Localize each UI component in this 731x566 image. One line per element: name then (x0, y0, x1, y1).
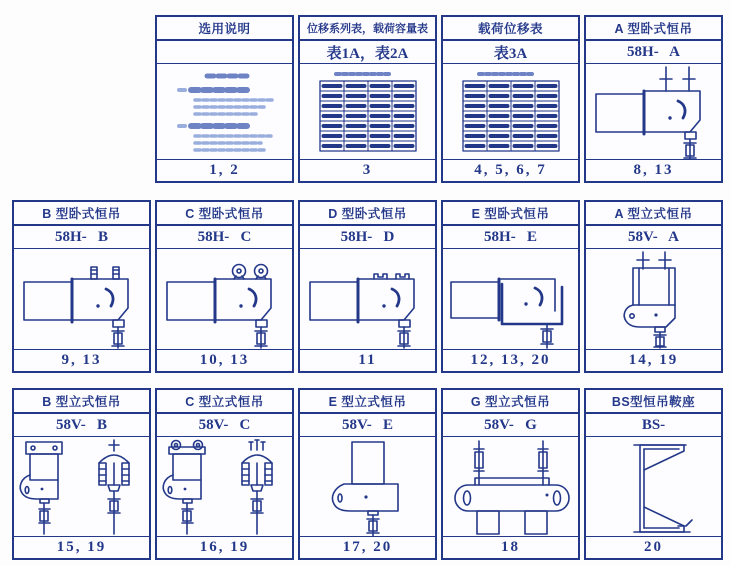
card-hanger-58h-e (441, 200, 580, 373)
card-title: E 型立式恒吊 (300, 390, 435, 414)
card-pages: 11 (300, 349, 435, 371)
card-code: BS- (586, 414, 721, 437)
card-graphic (300, 64, 435, 159)
selection-notes-graphic (157, 64, 292, 159)
card-graphic (586, 64, 721, 159)
card-title: G 型立式恒吊 (443, 390, 578, 414)
card-code: 58H- C (157, 226, 292, 249)
card-hanger-58v-c (155, 388, 294, 560)
card-title: BS型恒吊鞍座 (586, 390, 721, 414)
series-table-graphic (300, 64, 435, 159)
card-graphic (300, 437, 435, 536)
card-title: A 型卧式恒吊 (586, 17, 721, 41)
card-code: 58V- G (443, 414, 578, 437)
card-code: 58H- B (14, 226, 149, 249)
hanger-c-horizontal-drawing (157, 249, 292, 349)
card-graphic (157, 64, 292, 159)
hanger-g-vertical-drawing (443, 437, 578, 536)
card-selection-notes (155, 15, 294, 183)
catalog-row-3 (12, 388, 723, 560)
card-code: 58H- E (443, 226, 578, 249)
load-table-graphic (443, 64, 578, 159)
card-pages: 15, 19 (14, 536, 149, 558)
card-hanger-58v-a (584, 200, 723, 373)
hanger-e-vertical-drawing (300, 437, 435, 536)
card-title: C 型卧式恒吊 (157, 202, 292, 226)
saddle-channel-drawing (586, 437, 721, 536)
card-pages: 12, 13, 20 (443, 349, 578, 371)
card-hanger-58h-d (298, 200, 437, 373)
card-pages: 1, 2 (157, 159, 292, 181)
card-title: B 型卧式恒吊 (14, 202, 149, 226)
card-hanger-58h-a (584, 15, 723, 183)
card-code: 58V- E (300, 414, 435, 437)
card-title: 位移系列表，载荷容量表 (300, 17, 435, 41)
card-hanger-58h-b (12, 200, 151, 373)
card-pages: 14, 19 (586, 349, 721, 371)
card-hanger-58v-b (12, 388, 151, 560)
card-title: 载荷位移表 (443, 17, 578, 41)
card-title: A 型立式恒吊 (586, 202, 721, 226)
card-graphic (443, 64, 578, 159)
card-graphic (443, 249, 578, 349)
card-code: 58V- B (14, 414, 149, 437)
card-title: B 型立式恒吊 (14, 390, 149, 414)
card-graphic (300, 249, 435, 349)
card-pages: 18 (443, 536, 578, 558)
card-pages: 17, 20 (300, 536, 435, 558)
card-code: 表3A (443, 41, 578, 64)
hanger-b-vertical-drawing (14, 437, 149, 536)
card-code: 58H- D (300, 226, 435, 249)
card-graphic (157, 249, 292, 349)
card-pages: 16, 19 (157, 536, 292, 558)
card-code (157, 41, 292, 64)
card-graphic (586, 249, 721, 349)
card-hanger-58h-c (155, 200, 294, 373)
card-code: 表1A，表2A (300, 41, 435, 64)
card-pages: 8, 13 (586, 159, 721, 181)
card-code: 58H- A (586, 41, 721, 64)
catalog-row-2 (12, 200, 723, 373)
card-title: E 型卧式恒吊 (443, 202, 578, 226)
hanger-a-vertical-drawing (586, 249, 721, 349)
card-code: 58V- C (157, 414, 292, 437)
card-pages: 20 (586, 536, 721, 558)
card-title: D 型卧式恒吊 (300, 202, 435, 226)
card-displacement-series-table (298, 15, 437, 183)
card-pages: 10, 13 (157, 349, 292, 371)
card-graphic (586, 437, 721, 536)
card-title: C 型立式恒吊 (157, 390, 292, 414)
card-graphic (14, 249, 149, 349)
card-graphic (14, 437, 149, 536)
card-load-displacement-table (441, 15, 580, 183)
card-hanger-58v-e (298, 388, 437, 560)
catalog-row-1 (155, 15, 723, 183)
card-pages: 9, 13 (14, 349, 149, 371)
card-title: 选用说明 (157, 17, 292, 41)
card-saddle-bs (584, 388, 723, 560)
card-pages: 3 (300, 159, 435, 181)
hanger-a-horizontal-drawing (586, 64, 721, 159)
card-graphic (157, 437, 292, 536)
hanger-d-horizontal-drawing (300, 249, 435, 349)
hanger-e-horizontal-drawing (443, 249, 578, 349)
card-pages: 4, 5, 6, 7 (443, 159, 578, 181)
card-graphic (443, 437, 578, 536)
hanger-b-horizontal-drawing (14, 249, 149, 349)
card-hanger-58v-g (441, 388, 580, 560)
card-code: 58V- A (586, 226, 721, 249)
hanger-c-vertical-drawing (157, 437, 292, 536)
